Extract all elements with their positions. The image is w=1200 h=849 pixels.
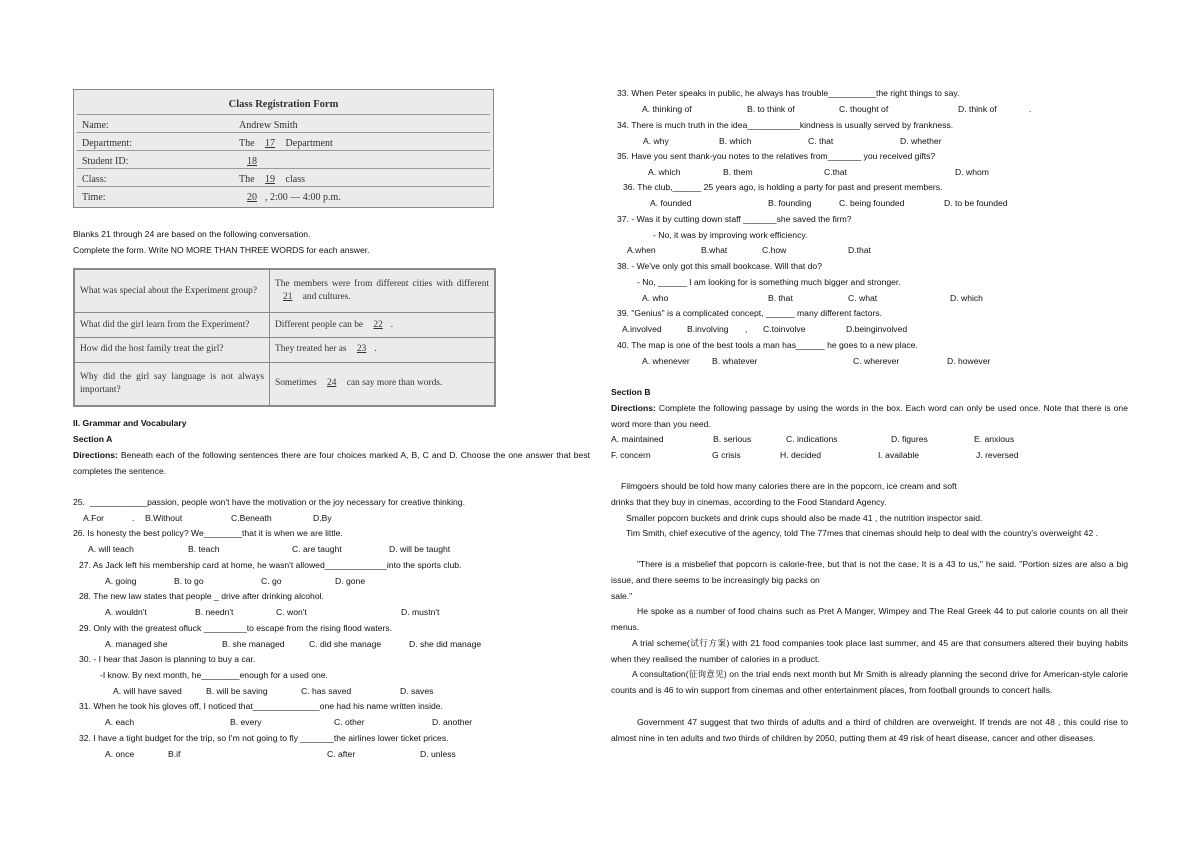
table-row — [75, 313, 495, 338]
answer-blank[interactable]: ________ — [201, 670, 240, 680]
question-26: 26. Is honesty the best policy? We________that it is when we are little. — [73, 528, 343, 538]
option-a[interactable]: A. wouldn't — [105, 607, 147, 617]
option-b[interactable]: B. them — [723, 167, 753, 177]
word-option: B. serious — [713, 434, 752, 444]
answer-blank[interactable]: __________ — [828, 88, 876, 98]
option-c[interactable]: C. after — [327, 749, 356, 759]
answer-blank[interactable]: ______ — [765, 308, 795, 318]
conversation-intro: Blanks 21 through 24 are based on the following conversation. — [73, 229, 311, 239]
form-label-student-id: Student ID: — [82, 156, 129, 167]
question-37-line2: - No, it was by improving work efficiency. — [653, 230, 808, 240]
option-b[interactable]: B. that — [768, 293, 793, 303]
blank-20: 20 — [247, 192, 257, 203]
answer-blank[interactable]: _____________ — [324, 560, 387, 570]
sectionB-directions: Directions: Complete the following passage by using the words in the box. Each word can only be used once. Note that there is one word more than you need. — [611, 403, 1128, 429]
option-c[interactable]: C.toinvolve — [763, 324, 806, 334]
word-option: I. available — [878, 450, 920, 460]
question-30: 30. - I hear that Jason is planning to buy a car. — [79, 654, 256, 664]
table-question: What was special about the Experiment group? — [75, 270, 270, 313]
table-answer: Sometimes 24 can say more than words. — [270, 362, 495, 405]
blank-24: 24 — [327, 378, 337, 389]
sectionB-heading: Section B — [611, 387, 651, 397]
form-label-class: Class: — [82, 174, 107, 185]
option-a[interactable]: A.when — [627, 245, 656, 255]
question-40: 40. The map is one of the best tools a man has______ he goes to a new place. — [617, 340, 918, 350]
answer-blank[interactable]: ______________ — [252, 701, 320, 711]
option-d[interactable]: D. unless — [420, 749, 456, 759]
passage-line: Filmgoers should be told how many calories there are in the popcorn, ice cream and soft — [621, 481, 957, 491]
option-separator: , — [745, 324, 748, 334]
option-c[interactable]: C. what — [848, 293, 878, 303]
answer-blank[interactable]: _______ — [827, 151, 862, 161]
form-label-name: Name: — [82, 120, 109, 131]
question-31: 31. When he took his gloves off, I noticed that______________one had his name written inside. — [79, 701, 443, 711]
passage-paragraph: He spoke as a number of food chains such as Pret A Manger, Wimpey and The Real Greek 44 to put calorie counts on all their menus. — [611, 606, 1128, 632]
class-registration-form — [73, 89, 494, 208]
option-a[interactable]: A. will have saved — [113, 686, 182, 696]
option-c[interactable]: C. other — [334, 717, 365, 727]
passage-paragraph: A consultation(征询意见) on the trial ends next month but Mr Smith is already planning the second drive for American-style calorie counts and is 46 to win support from cinemas and other entertainment places, from football grounds to concert halls. — [611, 669, 1128, 695]
form-title: Class Registration Form — [228, 99, 339, 110]
word-option: H. decided — [780, 450, 822, 460]
option-d[interactable]: D. another — [432, 717, 473, 727]
form-value-class: The 19 class — [239, 174, 305, 185]
option-a[interactable]: A. who — [642, 293, 669, 303]
option-a[interactable]: A.For — [83, 513, 105, 523]
option-c[interactable]: C.Beneath — [231, 513, 272, 523]
option-d[interactable]: D. gone — [335, 576, 366, 586]
option-c[interactable]: C. wherever — [853, 356, 900, 366]
option-b[interactable]: B. she managed — [222, 639, 285, 649]
option-d[interactable]: D. however — [947, 356, 991, 366]
option-d[interactable]: D. whom — [955, 167, 989, 177]
option-b[interactable]: B. founding — [768, 198, 812, 208]
form-label-time: Time: — [82, 192, 106, 203]
table-row — [75, 362, 495, 405]
answer-blank[interactable]: ______ — [796, 340, 825, 350]
conversation-instruction: Complete the form. Write NO MORE THAN THREE WORDS for each answer. — [73, 245, 370, 255]
option-b[interactable]: B.Without — [145, 513, 183, 523]
option-d[interactable]: D. saves — [400, 686, 434, 696]
blank-22: 22 — [373, 319, 383, 330]
option-b[interactable]: B. to go — [174, 576, 204, 586]
option-b[interactable]: B. teach — [188, 544, 220, 554]
answer-blank[interactable]: ____________ — [89, 497, 148, 507]
option-c[interactable]: C. that — [808, 136, 834, 146]
table-question: How did the host family treat the girl? — [75, 337, 270, 362]
option-c[interactable]: C. won't — [276, 607, 307, 617]
blank-21: 21 — [283, 292, 293, 302]
table-row — [75, 337, 495, 362]
question-38: 38. - We've only got this small bookcase. Will that do? — [617, 261, 822, 271]
question-32: 32. I have a tight budget for the trip, so I'm not going to fly _______the airlines lower ticket prices. — [79, 733, 449, 743]
question-35: 35. Have you sent thank-you notes to the relatives from_______ you received gifts? — [617, 151, 936, 161]
question-37: 37. - Was it by cutting down staff _______she saved the firm? — [617, 214, 852, 224]
option-c[interactable]: C. go — [261, 576, 282, 586]
answer-blank[interactable]: _______ — [300, 733, 334, 743]
option-c[interactable]: C.how — [762, 245, 787, 255]
passage-paragraph: Smaller popcorn buckets and drink cups should also be made 41 , the nutrition inspector said. — [626, 513, 983, 523]
option-a[interactable]: A. which — [648, 167, 681, 177]
question-25: 25. ____________passion, people won't have the motivation or the joy necessary for creative thinking. — [73, 497, 465, 507]
question-39: 39. "Genius" is a complicated concept, ______ many different factors. — [617, 308, 882, 318]
word-option: J. reversed — [976, 450, 1019, 460]
table-question: Why did the girl say language is not always important? — [75, 362, 270, 405]
passage-line: sale." — [611, 591, 633, 601]
word-option: F. concern — [611, 450, 651, 460]
option-b[interactable]: B.what — [701, 245, 728, 255]
sectionA-directions: Directions: Beneath each of the following sentences there are four choices marked A, B, C and D. Choose the one answer that best completes the sentence. — [73, 450, 590, 476]
word-option: D. figures — [891, 434, 928, 444]
word-option: A. maintained — [611, 434, 664, 444]
answer-blank[interactable]: _______ — [743, 214, 777, 224]
option-b[interactable]: B. needn't — [195, 607, 234, 617]
option-c[interactable]: C. has saved — [301, 686, 352, 696]
option-a[interactable]: A. thinking of — [642, 104, 692, 114]
passage-paragraph: "There is a misbelief that popcorn is calorie-free, but that is not the case. It is a 43 to us," he said. "Portion sizes are also a big issue, and there seems to be increasingly big packs on — [611, 559, 1128, 585]
blank-19: 19 — [265, 174, 276, 185]
option-b[interactable]: B. whatever — [712, 356, 758, 366]
option-b[interactable]: B.if — [168, 749, 181, 759]
form-value-department: The 17 Department — [239, 138, 333, 149]
option-c[interactable]: C. are taught — [292, 544, 342, 554]
option-a[interactable]: A. will teach — [88, 544, 134, 554]
form-value-time: 20 , 2:00 — 4:00 p.m. — [239, 192, 341, 204]
option-b[interactable]: B. which — [719, 136, 752, 146]
option-d[interactable]: D. she did manage — [409, 639, 482, 649]
option-d[interactable]: D.By — [313, 513, 332, 523]
table-answer: Different people can be 22 . — [270, 313, 495, 338]
option-c[interactable]: C. thought of — [839, 104, 889, 114]
passage-paragraph: Government 47 suggest that two thirds of adults and a third of children are overweight. If trends are not 48 , this could rise to almost nine in ten adults and two thirds of children by 2050, putting them at 49 risk of heart disease, cancer and other diseases. — [611, 717, 1128, 743]
word-option: E. anxious — [974, 434, 1015, 444]
option-d[interactable]: D. to be founded — [944, 198, 1008, 208]
passage-line: drinks that they buy in cinemas, according to the Food Standard Agency. — [611, 497, 887, 507]
answer-blank[interactable]: _________ — [203, 623, 247, 633]
question-34: 34. There is much truth in the idea___________kindness is usually served by frankness. — [617, 120, 954, 130]
form-value-student-id — [239, 156, 265, 168]
option-d[interactable]: D.beinginvolved — [846, 324, 908, 334]
sectionA-heading: Section A — [73, 434, 113, 444]
option-separator: . — [1029, 104, 1032, 114]
question-33: 33. When Peter speaks in public, he always has trouble__________the right things to say. — [617, 88, 960, 98]
option-b[interactable]: B.involving — [687, 324, 729, 334]
question-38-line2: - No, ______ I am looking for is something much bigger and stronger. — [637, 277, 901, 287]
passage-paragraph: Tim Smith, chief executive of the agency, told The 77mes that cinemas should help to deal with the country's overweight 42 . — [626, 528, 1099, 538]
question-36: 36. The club,______ 25 years ago, is holding a party for past and present members. — [623, 182, 943, 192]
option-c[interactable]: C. did she manage — [309, 639, 382, 649]
section2-heading: II. Grammar and Vocabulary — [73, 418, 187, 428]
question-27: 27. As Jack left his membership card at home, he wasn't allowed_____________into the sports club. — [79, 560, 462, 570]
option-c[interactable]: C.that — [824, 167, 847, 177]
word-option: G crisis — [712, 450, 741, 460]
option-a[interactable]: A. once — [105, 749, 135, 759]
answer-blank[interactable]: ______ — [672, 182, 702, 192]
option-d[interactable]: D. think of — [958, 104, 997, 114]
option-separator: . — [132, 513, 135, 523]
option-d[interactable]: D.that — [848, 245, 871, 255]
table-row — [75, 270, 495, 313]
option-d[interactable]: D. mustn't — [401, 607, 440, 617]
question-30-line2: -I know. By next month, he________enough for a used one. — [100, 670, 328, 680]
option-b[interactable]: B. to think of — [747, 104, 795, 114]
answer-blank[interactable]: ________ — [203, 528, 242, 538]
option-b[interactable]: B. every — [230, 717, 262, 727]
passage-paragraph: A trial scheme(试行方案) with 21 food companies took place last summer, and 45 are that consumers altered their buying habits when they realised the number of calories in a product. — [611, 638, 1128, 664]
option-d[interactable]: D. whether — [900, 136, 942, 146]
option-a[interactable]: A. why — [643, 136, 669, 146]
form-label-department: Department: — [82, 138, 132, 149]
option-a[interactable]: A. whenever — [642, 356, 690, 366]
form-value-name: Andrew Smith — [239, 120, 298, 131]
blank-18: 18 — [247, 156, 257, 167]
table-question: What did the girl learn from the Experiment? — [75, 313, 270, 338]
option-a[interactable]: A. each — [105, 717, 135, 727]
answer-blank[interactable]: ___________ — [747, 120, 800, 130]
blank-23: 23 — [356, 344, 367, 355]
blank-17: 17 — [265, 138, 276, 149]
table-answer: They treated her as 23 . — [270, 337, 495, 362]
question-29: 29. Only with the greatest ofluck _________to escape from the rising flood waters. — [79, 623, 392, 633]
option-a[interactable]: A. going — [105, 576, 137, 586]
option-b[interactable]: B. will be saving — [206, 686, 268, 696]
option-a[interactable]: A. founded — [650, 198, 692, 208]
word-option: C. indications — [786, 434, 838, 444]
option-c[interactable]: C. being founded — [839, 198, 905, 208]
option-a[interactable]: A.involved — [622, 324, 662, 334]
answer-blank[interactable]: ______ — [658, 277, 687, 287]
option-d[interactable]: D. will be taught — [389, 544, 451, 554]
conversation-table — [73, 268, 496, 407]
option-a[interactable]: A. managed she — [105, 639, 168, 649]
question-28: 28. The new law states that people _ drive after drinking alcohol. — [79, 591, 324, 601]
table-answer: The members were from different cities with different 21 and cultures. — [270, 270, 495, 313]
option-d[interactable]: D. which — [950, 293, 983, 303]
